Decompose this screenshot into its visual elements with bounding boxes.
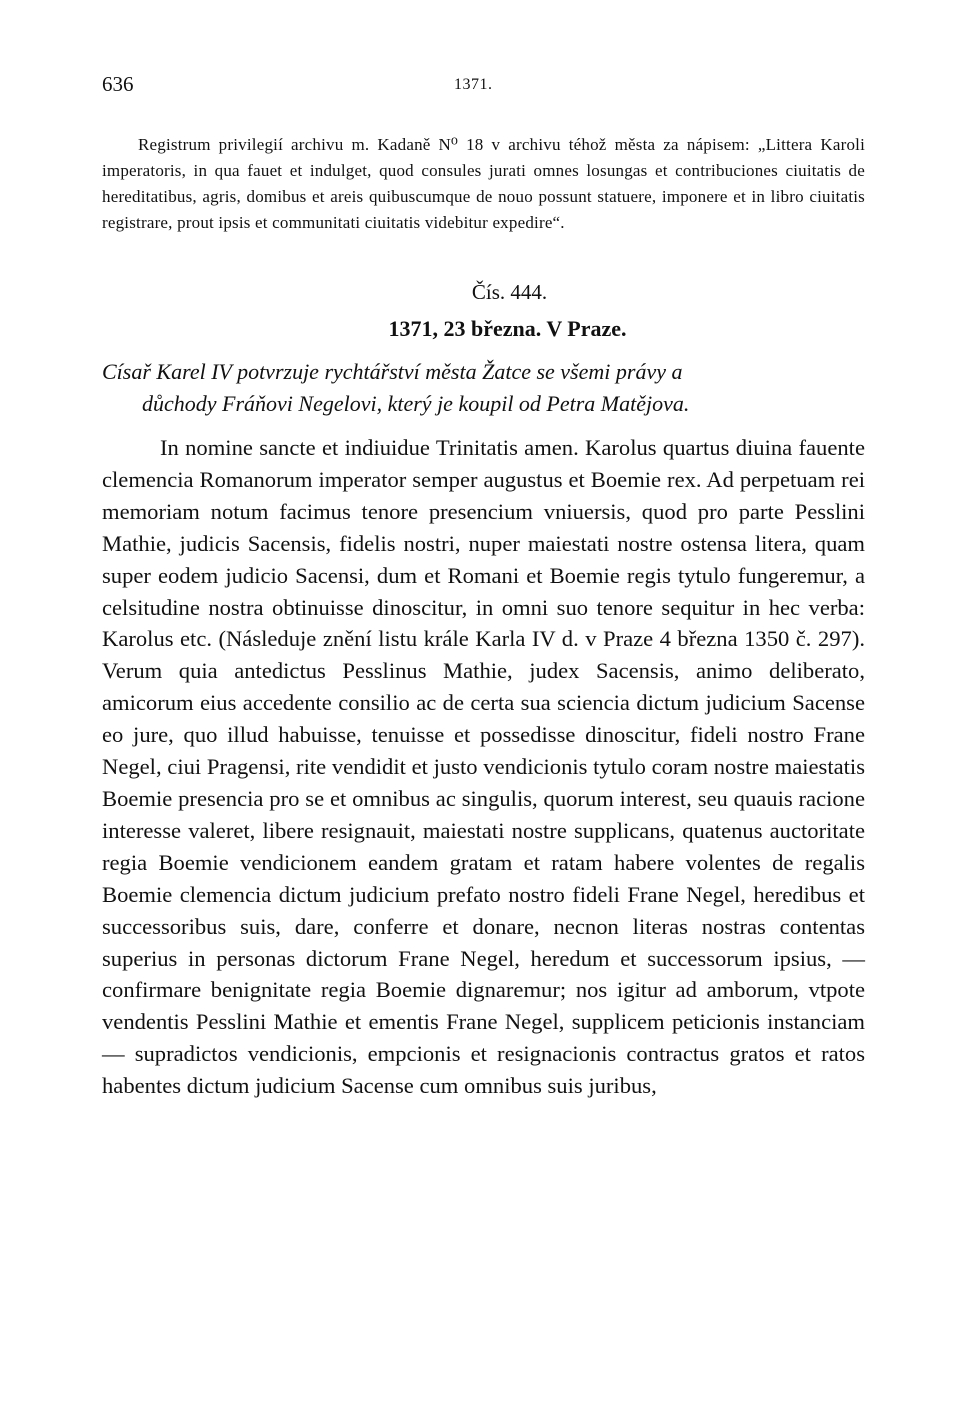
archival-note: Registrum privilegií archivu m. Kadaně N⁰ 18 v archivu téhož města za nápisem: „Littera Karoli imperatoris, in qua fauet et indulget, quod consules jurati omnes losungas et contribuciones ciuitatis de hereditatibus, agris, domibus et areis quibuscumque de nouo possunt statuere, imponere et in libro ciuitatis registrare, prout ipsis et communitati ciuitatis videbitur expedire“. <box>102 135 865 232</box>
running-head <box>102 70 865 106</box>
regest-line-2: důchody Fráňovi Negelovi, který je koupil od Petra Matějova. <box>142 391 690 416</box>
document-number: Čís. 444. <box>471 280 548 304</box>
regest-line-1: Císař Karel IV potvrzuje rychtářství města Žatce se všemi právy a <box>102 359 683 384</box>
document-regest <box>102 356 865 420</box>
running-year: 1371. <box>454 76 493 93</box>
document-page <box>102 70 865 1125</box>
page-number: 636 <box>102 72 134 96</box>
document-date: 1371, 23 března. V Praze. <box>388 316 627 341</box>
document-body: In nomine sancte et indiuidue Trinitatis amen. Karolus quartus diuina fauente clemencia Romanorum imperator semper augustus et Boemie rex. Ad perpetuam rei memoriam notum facimus tenore presencium vniuersis, quod pro parte Pesslini Mathie, judicis Sacensis, fidelis nostri, nuper maiestati nostre ostensa litera, quam super eodem judicio Sacensi, dum et Romani et Boemie regis tytulo fungeremur, a celsitudine nostra obtinuisse dinoscitur, in omni suo tenore sequitur in hec verba: Karolus etc. (Následuje znění listu krále Karla IV d. v Praze 4 března 1350 č. 297). Verum quia antedictus Pesslinus Mathie, judex Sacensis, animo deliberato, amicorum eius accedente consilio ac de certa sua sciencia dictum judicium Sacense eo jure, quo illud habuisse, tenuisse et possedisse dinoscitur, fideli nostro Frane Negel, ciui Pragensi, rite vendidit et justo vendicionis tytulo coram nostre maiestatis Boemie presencia pro se et omnibus ac singulis, quorum interest, seu quauis racione interesse valeret, libere resignauit, maiestati nostre supplicans, quatenus auctoritate regia Boemie vendicionem eandem gratam et ratam habere volentes de regalis Boemie clemencia dictum judicium prefato nostro fideli Frane Negel, heredibus et successoribus suis, dare, conferre et donare, necnon literas nostras contentas superius in personas dictorum Frane Negel, heredum et successorum ipsius, — confirmare benignitate regia Boemie dignaremur; nos igitur ad amborum, vtpote vendentis Pesslini Mathie et ementis Frane Negel, supplicem peticionis instanciam — supradictos vendicionis, empcionis et resignacionis contractus gratos et ratos habentes dictum judicium Sacense cum omnibus suis juribus, <box>102 435 865 1099</box>
